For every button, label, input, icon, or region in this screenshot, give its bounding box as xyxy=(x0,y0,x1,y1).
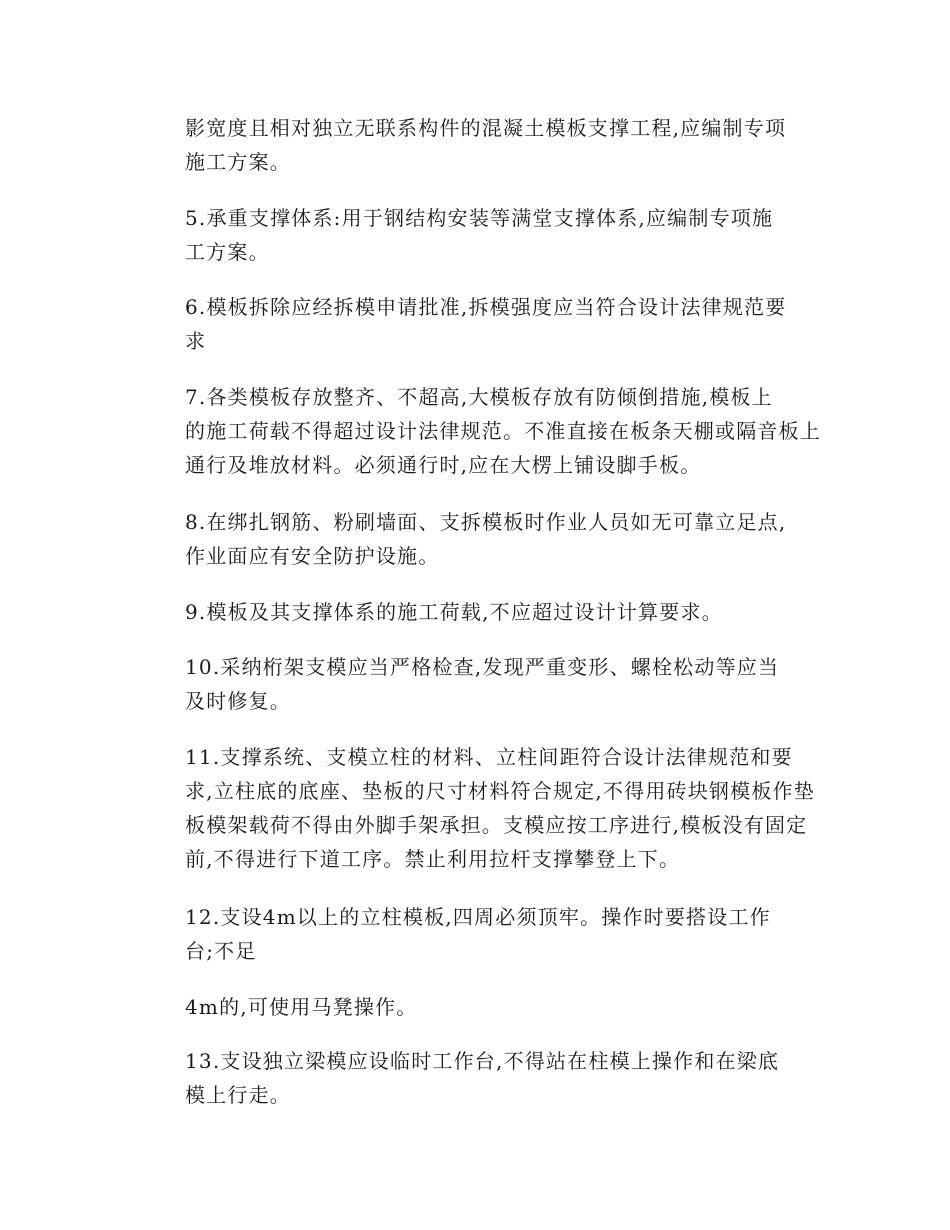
paragraph-line: 11.支撑系统、支模立柱的材料、立柱间距符合设计法律规范和要 xyxy=(185,745,793,769)
paragraph-line: 12.支设4m以上的立柱模板,四周必须顶牢。操作时要搭设工作 xyxy=(185,905,771,929)
paragraph-item-6 xyxy=(142,290,810,358)
paragraph-line: 5.承重支撑体系:用于钢结构安装等满堂支撑体系,应编制专项施 xyxy=(185,206,774,230)
paragraph-line: 9.模板及其支撑体系的施工荷载,不应超过设计计算要求。 xyxy=(185,600,723,624)
paragraph-item-9 xyxy=(142,595,810,629)
paragraph-line: 通行及堆放材料。必须通行时,应在大楞上铺设脚手板。 xyxy=(185,453,702,477)
paragraph-line: 工方案。 xyxy=(185,240,270,264)
paragraph-item-10 xyxy=(142,650,810,718)
paragraph-item-13 xyxy=(142,1044,810,1112)
paragraph-line: 影宽度且相对独立无联系构件的混凝土模板支撑工程,应编制专项 xyxy=(185,116,787,140)
paragraph-item-11 xyxy=(142,740,815,876)
paragraph-line: 10.采纳桁架支模应当严格检查,发现严重变形、螺栓松动等应当 xyxy=(185,655,780,679)
paragraph-item-7 xyxy=(142,380,821,482)
paragraph-item-8 xyxy=(142,505,810,573)
paragraph-item-12 xyxy=(142,900,810,968)
paragraph-line: 模上行走。 xyxy=(185,1083,291,1107)
paragraph-line: 4m的,可使用马凳操作。 xyxy=(185,995,418,1019)
paragraph-formwork-plan xyxy=(142,111,810,179)
paragraph-line: 13.支设独立梁模应设临时工作台,不得站在柱模上操作和在梁底 xyxy=(185,1049,780,1073)
paragraph-line: 8.在绑扎钢筋、粉刷墙面、支拆模板时作业人员如无可靠立足点, xyxy=(185,510,787,534)
paragraph-line: 施工方案。 xyxy=(185,150,291,174)
paragraph-line: 求,立柱底的底座、垫板的尺寸材料符合规定,不得用砖块钢模板作垫 xyxy=(185,779,815,803)
paragraph-line: 的施工荷载不得超过设计法律规范。不准直接在板条天棚或隔音板上 xyxy=(185,419,821,443)
paragraph-line: 前,不得进行下道工序。禁止利用拉杆支撑攀登上下。 xyxy=(185,847,681,871)
paragraph-line: 板模架载荷不得由外脚手架承担。支模应按工序进行,模板没有固定 xyxy=(185,813,808,837)
paragraph-line: 台;不足 xyxy=(185,939,257,963)
paragraph-item-5 xyxy=(142,201,810,269)
paragraph-line: 作业面应有安全防护设施。 xyxy=(185,544,440,568)
paragraph-line: 求 xyxy=(185,329,207,353)
paragraph-line: 6.模板拆除应经拆模申请批准,拆模强度应当符合设计法律规范要 xyxy=(185,295,787,319)
paragraph-line: 7.各类模板存放整齐、不超高,大模板存放有防倾倒措施,模板上 xyxy=(185,385,773,409)
paragraph-line: 及时修复。 xyxy=(185,689,291,713)
paragraph-item-12-continued xyxy=(142,990,810,1024)
